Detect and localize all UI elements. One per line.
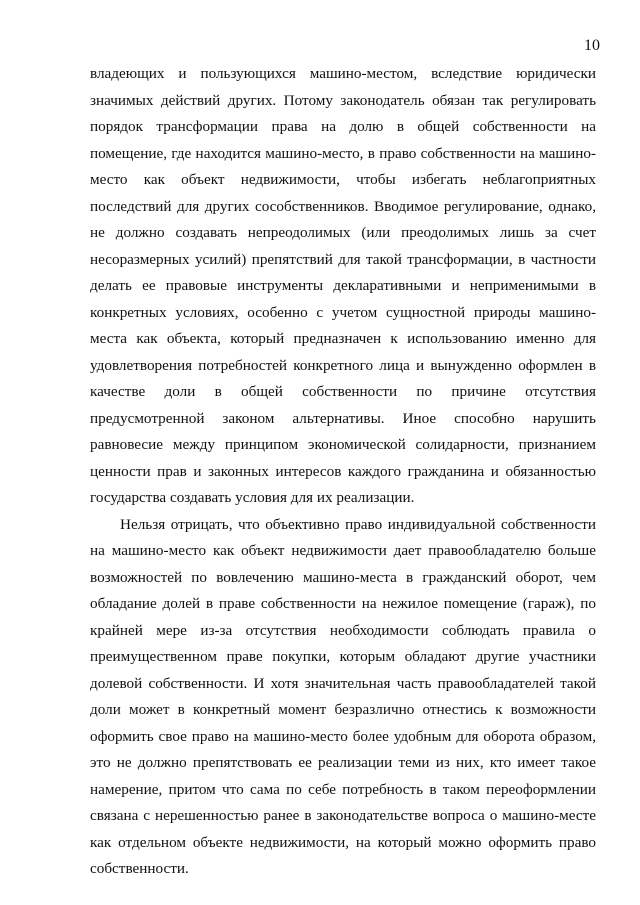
text-line: равновесие между принципом экономической солидарности, признанием (90, 436, 596, 453)
text-line: последствий для других сособственников. Вводимое регулирование, однако, (90, 197, 596, 215)
paragraph-2 (90, 512, 596, 883)
text-line: как отдельном объекте недвижимости, на который можно оформить право (90, 833, 596, 851)
page-number: 10 (584, 37, 600, 54)
text-line: место как объект недвижимости, чтобы избегать неблагоприятных (90, 171, 596, 188)
paragraph-1 (90, 61, 596, 512)
text-line: это не должно препятствовать ее реализации теми из них, кто имеет такое (90, 754, 596, 771)
text-line: предусмотренной законом альтернативы. Иное способно нарушить (90, 409, 596, 427)
text-line: государства создавать условия для их реализации. (90, 489, 415, 506)
text-line: возможностей по вовлечению машино-места в гражданский оборот, чем (90, 568, 596, 586)
text-line: делать ее правовые инструменты декларативными и неприменимыми в (90, 277, 596, 294)
text-line: доли может в конкретный момент безразлично отнестись к возможности (90, 701, 596, 718)
text-line: крайней мере из-за отсутствия необходимости соблюдать правила о (90, 621, 596, 639)
text-line: места как объекта, который предназначен к использованию именно для (90, 330, 596, 347)
text-line: не должно создавать непреодолимых (или преодолимых лишь за счет (90, 224, 596, 241)
text-line: порядок трансформации права на долю в общей собственности на (90, 118, 596, 135)
text-line: связана с нерешенностью ранее в законодательстве вопроса о машино-месте (90, 807, 596, 824)
text-line: удовлетворения потребностей конкретного лица и вынужденно оформлен в (90, 356, 596, 374)
text-line: помещение, где находится машино-место, в право собственности на машино- (90, 144, 596, 162)
text-line: владеющих и пользующихся машино-местом, вследствие юридически (90, 65, 596, 82)
text-line: значимых действий других. Потому законодатель обязан так регулировать (90, 91, 596, 109)
text-line: конкретных условиях, особенно с учетом сущностной природы машино- (90, 303, 596, 321)
text-line: долевой собственности. И хотя значительная часть правообладателей такой (90, 674, 596, 692)
text-line: преимущественном праве покупки, которым обладают другие участники (90, 648, 596, 665)
document-body (90, 61, 596, 883)
text-line: Нельзя отрицать, что объективно право индивидуальной собственности (120, 515, 596, 533)
text-line: ценности прав и законных интересов каждого гражданина и обязанностью (90, 462, 596, 480)
text-line: несоразмерных усилий) препятствий для такой трансформации, в частности (90, 250, 596, 268)
text-line: намерение, притом что сама по себе потребность в таком переоформлении (90, 780, 596, 798)
text-line: на машино-место как объект недвижимости дает правообладателю больше (90, 542, 596, 559)
text-line: качестве доли в общей собственности по причине отсутствия (90, 383, 596, 400)
text-line: собственности. (90, 860, 189, 877)
text-line: обладание долей в праве собственности на нежилое помещение (гараж), по (90, 595, 596, 612)
text-line: оформить свое право на машино-место более удобным для оборота образом, (90, 727, 596, 745)
